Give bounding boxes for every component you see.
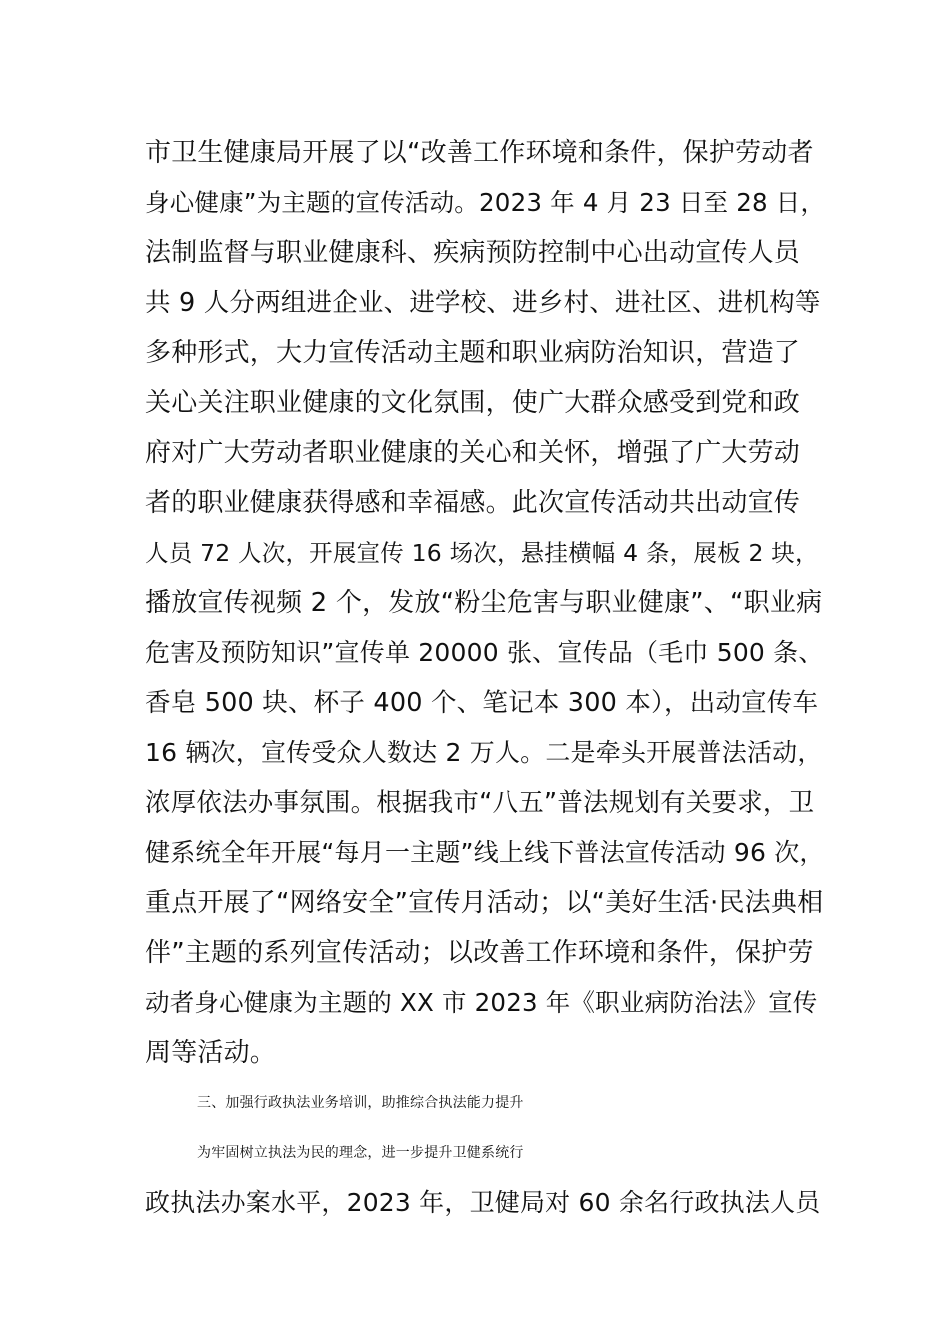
body-text-line: 者的职业健康获得感和幸福感。此次宣传活动共出动宣传 bbox=[145, 488, 801, 518]
body-text-line: 府对广大劳动者职业健康的关心和关怀，增强了广大劳动 bbox=[145, 438, 801, 468]
body-text-line: 人员 72 人次，开展宣传 16 场次，悬挂横幅 4 条，展板 2 块， bbox=[145, 539, 819, 567]
body-text-line: 香皂 500 块、杯子 400 个、笔记本 300 本），出动宣传车 bbox=[145, 688, 819, 718]
body-text-line: 法制监督与职业健康科、疾病预防控制中心出动宣传人员 bbox=[145, 238, 801, 268]
body-text-line: 健系统全年开展“每月一主题”线上线下普法宣传活动 96 次， bbox=[145, 838, 825, 867]
body-text-line: 动者身心健康为主题的 XX 市 2023 年《职业病防治法》宣传 bbox=[145, 988, 818, 1017]
body-text-line: 关心关注职业健康的文化氛围，使广大群众感受到党和政 bbox=[145, 388, 801, 418]
body-text-line: 浓厚依法办事氛围。根据我市“八五”普法规划有关要求，卫 bbox=[145, 788, 815, 818]
body-text-line: 政执法办案水平，2023 年，卫健局对 60 余名行政执法人员 bbox=[145, 1188, 821, 1217]
body-text-line: 伴”主题的系列宣传活动；以改善工作环境和条件，保护劳 bbox=[145, 938, 814, 968]
body-text-line: 16 辆次，宣传受众人数达 2 万人。二是牵头开展普法活动， bbox=[145, 738, 823, 767]
body-text-line: 共 9 人分两组进企业、进学校、进乡村、进社区、进机构等 bbox=[145, 288, 821, 318]
body-text-line: 为牢固树立执法为民的理念，进一步提升卫健系统行 bbox=[197, 1145, 524, 1161]
body-text-line: 危害及预防知识”宣传单 20000 张、宣传品（毛巾 500 条、 bbox=[145, 638, 824, 667]
body-text-line: 重点开展了“网络安全”宣传月活动；以“美好生活·民法典相 bbox=[145, 888, 824, 918]
body-text-line: 周等活动。 bbox=[145, 1038, 277, 1068]
body-text-line: 市卫生健康局开展了以“改善工作环境和条件，保护劳动者 bbox=[145, 138, 814, 168]
body-text-line: 身心健康”为主题的宣传活动。2023 年 4 月 23 日至 28 日， bbox=[145, 188, 826, 217]
section-heading: 三、加强行政执法业务培训，助推综合执法能力提升 bbox=[197, 1095, 524, 1111]
body-text-line: 播放宣传视频 2 个，发放“粉尘危害与职业健康”、“职业病 bbox=[145, 588, 823, 618]
body-text-line: 多种形式，大力宣传活动主题和职业病防治知识，营造了 bbox=[145, 338, 801, 368]
